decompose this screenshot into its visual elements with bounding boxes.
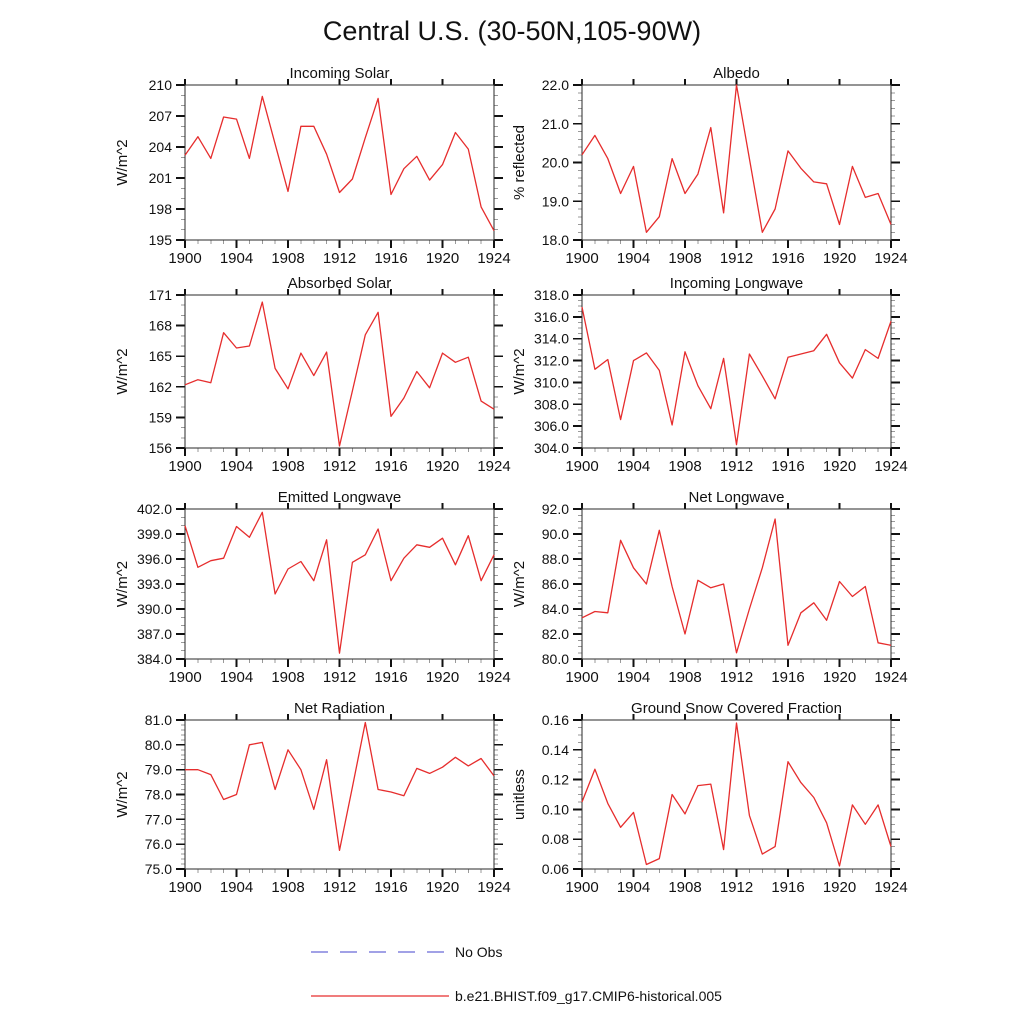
y-tick-label: 19.0 — [541, 193, 569, 210]
y-tick-label: 310.0 — [533, 374, 569, 391]
y-axis-label: W/m^2 — [114, 771, 131, 818]
x-tick-label: 1908 — [668, 458, 702, 475]
x-tick-label: 1920 — [425, 458, 460, 475]
panel-incoming-solar — [114, 65, 511, 267]
x-tick-label: 1908 — [271, 879, 305, 896]
model-run-line-swatch — [311, 993, 449, 999]
legend-label-model-run: b.e21.BHIST.f09_g17.CMIP6-historical.005 — [455, 988, 722, 1004]
x-tick-label: 1916 — [771, 669, 805, 686]
y-tick-label: 399.0 — [136, 526, 172, 542]
x-tick-label: 1908 — [271, 669, 305, 686]
y-tick-label: 207 — [148, 108, 172, 124]
x-tick-label: 1916 — [771, 458, 805, 475]
y-tick-label: 384.0 — [136, 651, 172, 667]
y-axis-label: W/m^2 — [511, 560, 528, 608]
y-tick-label: 78.0 — [144, 786, 172, 803]
x-tick-label: 1916 — [374, 669, 408, 686]
y-tick-label: 79.0 — [144, 761, 172, 778]
y-tick-label: 0.12 — [541, 771, 569, 788]
x-tick-label: 1916 — [374, 458, 408, 475]
plot-frame — [582, 509, 891, 659]
x-tick-label: 1904 — [219, 458, 254, 475]
x-tick-label: 1916 — [771, 879, 805, 896]
panel-albedo — [511, 65, 908, 267]
x-tick-label: 1924 — [477, 250, 511, 267]
y-axis-label: W/m^2 — [511, 348, 528, 395]
x-tick-label: 1904 — [219, 879, 254, 896]
x-tick-label: 1924 — [874, 669, 908, 686]
x-tick-label: 1924 — [874, 879, 908, 896]
series-line-net-radiation — [185, 723, 494, 851]
panel-title: Absorbed Solar — [287, 275, 392, 292]
y-tick-label: 88.0 — [541, 551, 569, 567]
panel-absorbed-solar — [114, 275, 511, 475]
y-tick-label: 312.0 — [533, 352, 569, 369]
y-tick-label: 316.0 — [533, 308, 569, 325]
plot-frame — [582, 295, 891, 448]
x-tick-label: 1900 — [565, 458, 599, 475]
y-tick-label: 162 — [148, 378, 172, 395]
y-tick-label: 82.0 — [541, 626, 569, 642]
y-tick-label: 308.0 — [533, 396, 569, 413]
y-tick-label: 76.0 — [144, 836, 172, 853]
x-tick-label: 1924 — [477, 879, 511, 896]
x-tick-label: 1904 — [616, 669, 651, 686]
panel-title: Net Radiation — [294, 700, 385, 717]
x-tick-label: 1904 — [219, 250, 254, 267]
x-tick-label: 1900 — [168, 879, 202, 896]
y-tick-label: 22.0 — [541, 77, 569, 93]
x-tick-label: 1920 — [822, 669, 857, 686]
x-tick-label: 1908 — [668, 669, 702, 686]
legend-item-model-run — [311, 989, 722, 1003]
y-tick-label: 210 — [148, 77, 172, 93]
x-tick-label: 1900 — [565, 879, 599, 896]
plot-frame — [185, 85, 494, 240]
x-tick-label: 1912 — [719, 250, 754, 267]
x-tick-label: 1924 — [477, 458, 511, 475]
series-line-incoming-solar — [185, 96, 494, 230]
x-tick-label: 1908 — [271, 458, 305, 475]
x-tick-label: 1908 — [668, 879, 702, 896]
x-tick-label: 1924 — [874, 250, 908, 267]
panel-title: Incoming Longwave — [669, 275, 804, 292]
y-axis-label: W/m^2 — [114, 560, 131, 608]
x-tick-label: 1920 — [425, 879, 460, 896]
y-tick-label: 86.0 — [541, 576, 569, 592]
panel-title: Emitted Longwave — [277, 489, 402, 506]
y-tick-label: 159 — [148, 409, 172, 426]
no-obs-dashed-line-swatch — [311, 949, 449, 955]
plot-frame — [582, 720, 891, 869]
panel-title: Net Longwave — [688, 489, 785, 506]
x-tick-label: 1912 — [322, 669, 357, 686]
panel-title: Ground Snow Covered Fraction — [631, 700, 842, 717]
y-tick-label: 80.0 — [144, 736, 172, 753]
plot-frame — [185, 509, 494, 659]
x-tick-label: 1904 — [616, 458, 651, 475]
y-tick-label: 0.16 — [541, 712, 569, 728]
plot-frame — [582, 85, 891, 240]
series-line-net-longwave — [582, 519, 891, 653]
y-axis-label: W/m^2 — [114, 348, 131, 395]
y-tick-label: 156 — [148, 440, 172, 456]
y-tick-label: 306.0 — [533, 418, 569, 435]
panel-title: Albedo — [713, 65, 760, 82]
panel-net-radiation — [114, 700, 511, 896]
x-tick-label: 1920 — [822, 250, 857, 267]
y-tick-label: 84.0 — [541, 601, 569, 617]
x-tick-label: 1908 — [668, 250, 702, 267]
y-tick-label: 80.0 — [541, 651, 569, 667]
x-tick-label: 1920 — [822, 458, 857, 475]
y-tick-label: 18.0 — [541, 232, 569, 248]
x-tick-label: 1912 — [719, 669, 754, 686]
x-tick-label: 1904 — [616, 879, 651, 896]
panel-title: Incoming Solar — [289, 65, 390, 82]
y-tick-label: 402.0 — [136, 501, 172, 517]
y-tick-label: 0.10 — [541, 801, 569, 818]
x-tick-label: 1900 — [565, 250, 599, 267]
y-tick-label: 393.0 — [136, 576, 172, 592]
y-tick-label: 396.0 — [136, 551, 172, 567]
x-tick-label: 1924 — [874, 458, 908, 475]
y-tick-label: 165 — [148, 348, 172, 365]
panel-emitted-longwave — [114, 489, 511, 686]
figure-title: Central U.S. (30-50N,105-90W) — [322, 16, 702, 46]
legend-item-no-obs — [311, 945, 502, 959]
x-tick-label: 1920 — [425, 669, 460, 686]
series-line-emitted-longwave — [185, 512, 494, 653]
x-tick-label: 1912 — [719, 879, 754, 896]
x-tick-label: 1920 — [822, 879, 857, 896]
y-tick-label: 81.0 — [144, 712, 172, 728]
y-axis-label: % reflected — [511, 124, 528, 201]
series-line-ground-snow-covered-fraction — [582, 723, 891, 866]
y-tick-label: 195 — [148, 232, 172, 248]
series-line-albedo — [582, 85, 891, 232]
x-tick-label: 1904 — [219, 669, 254, 686]
y-tick-label: 90.0 — [541, 526, 569, 542]
x-tick-label: 1916 — [374, 879, 408, 896]
x-tick-label: 1912 — [719, 458, 754, 475]
panel-ground-snow-covered-fraction — [511, 700, 908, 896]
y-tick-label: 20.0 — [541, 154, 569, 171]
y-tick-label: 171 — [148, 287, 172, 303]
panel-incoming-longwave — [511, 275, 908, 475]
y-tick-label: 168 — [148, 317, 172, 334]
plot-frame — [185, 295, 494, 448]
y-tick-label: 0.06 — [541, 861, 569, 877]
y-tick-label: 204 — [148, 139, 172, 155]
y-axis-label: unitless — [511, 769, 528, 820]
x-tick-label: 1904 — [616, 250, 651, 267]
x-tick-label: 1924 — [477, 669, 511, 686]
series-line-incoming-longwave — [582, 307, 891, 445]
y-axis-label: W/m^2 — [114, 139, 131, 186]
y-tick-label: 21.0 — [541, 115, 569, 132]
x-tick-label: 1908 — [271, 250, 305, 267]
y-tick-label: 201 — [148, 170, 172, 186]
y-tick-label: 387.0 — [136, 626, 172, 642]
panel-net-longwave — [511, 489, 908, 686]
x-tick-label: 1912 — [322, 458, 357, 475]
x-tick-label: 1900 — [168, 458, 202, 475]
x-tick-label: 1900 — [168, 669, 202, 686]
x-tick-label: 1920 — [425, 250, 460, 267]
y-tick-label: 77.0 — [144, 811, 172, 828]
y-tick-label: 304.0 — [533, 440, 569, 456]
y-tick-label: 314.0 — [533, 330, 569, 347]
x-tick-label: 1900 — [168, 250, 202, 267]
y-tick-label: 92.0 — [541, 501, 569, 517]
y-tick-label: 0.08 — [541, 831, 569, 848]
x-tick-label: 1912 — [322, 250, 357, 267]
x-tick-label: 1916 — [374, 250, 408, 267]
x-tick-label: 1916 — [771, 250, 805, 267]
x-tick-label: 1912 — [322, 879, 357, 896]
y-tick-label: 0.14 — [541, 741, 569, 758]
y-tick-label: 390.0 — [136, 601, 172, 617]
y-tick-label: 318.0 — [533, 287, 569, 303]
x-tick-label: 1900 — [565, 669, 599, 686]
legend-label-no-obs: No Obs — [455, 944, 503, 960]
y-tick-label: 198 — [148, 201, 172, 217]
y-tick-label: 75.0 — [144, 861, 172, 877]
series-line-absorbed-solar — [185, 302, 494, 446]
